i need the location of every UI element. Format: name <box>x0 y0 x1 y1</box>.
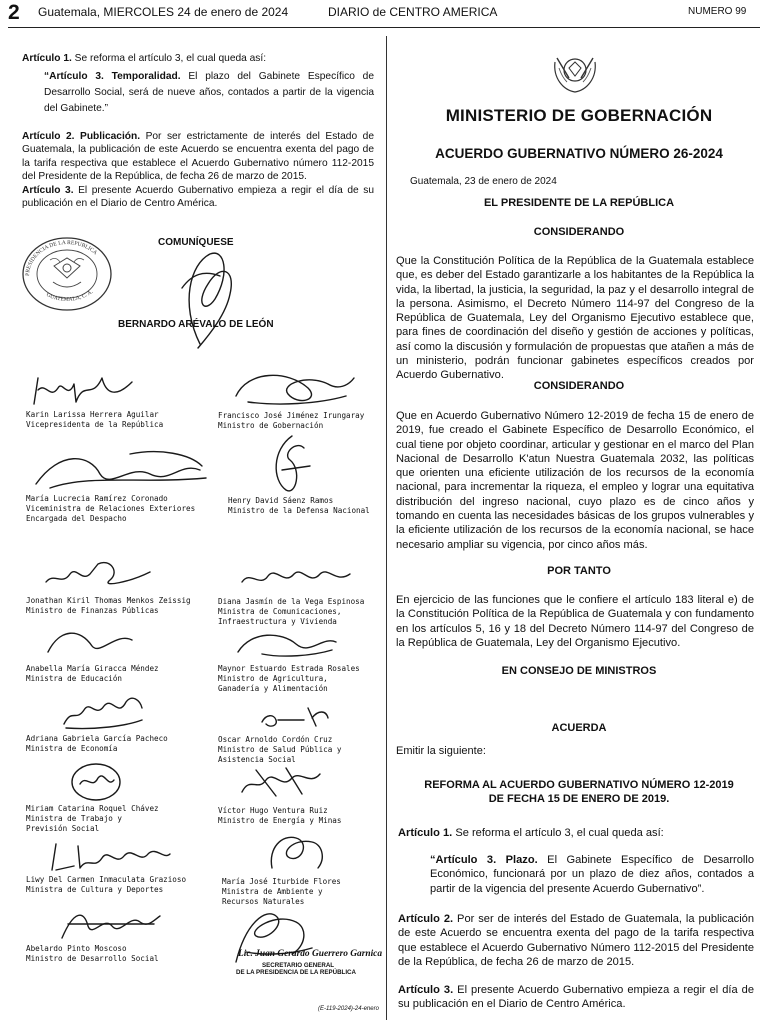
por-tanto-text: En ejercicio de las funciones que le confiere el artículo 183 literal e) de la Constitución Política de la República de Guatemala y con fundamento en los artículos 5, 16 y 18 del Decreto Número 114-97 del Congreso de la República de Guatemala, Ley del Organismo Ejecutivo. <box>396 594 754 649</box>
secretary-title: SECRETARIO GENERAL <box>262 962 335 969</box>
left-article-3 <box>22 184 374 211</box>
signatory-title-2: Previsión Social <box>26 824 100 833</box>
left-article-1-quote <box>44 69 374 118</box>
page-number: 2 <box>8 1 20 24</box>
signatory-name: Henry David Sáenz Ramos <box>228 496 334 505</box>
signatory-title: Ministro de Agricultura, <box>218 674 328 683</box>
guatemala-coat-of-arms-icon <box>549 48 601 96</box>
signatory-title: Viceministra de Relaciones Exteriores <box>26 504 196 513</box>
considerando-1-heading: CONSIDERANDO <box>533 226 625 238</box>
signatory-title-2: Infraestructura y Vivienda <box>218 617 337 626</box>
signature-menkos <box>40 552 160 596</box>
right-art1-quote-text: El Gabinete Específico de Desarrollo Económico, funcionará por un plazo de diez años, contados a partir de la vigencia del presente Acuerdo Gubernativo”. <box>430 854 754 895</box>
right-article-1-quote <box>430 853 754 896</box>
signature-vega <box>236 560 356 596</box>
signatory-name: Oscar Arnoldo Cordón Cruz <box>218 735 333 744</box>
right-art2-text: Por ser de interés del Estado de Guatemala, la publicación de este Acuerdo se encuentra exenta del pago de la tarifa respectiva que establece el Acuerdo Gubernativo Número 112-2015 del Presidente de la República, de fecha 26 de marzo de 2015. <box>398 913 754 968</box>
signature-pinto <box>54 904 164 946</box>
considerando-2-heading: CONSIDERANDO <box>533 380 625 392</box>
publication-name: DIARIO de CENTRO AMERICA <box>328 5 498 19</box>
issue-number: NUMERO 99 <box>688 6 747 17</box>
svg-text:GUATEMALA, C. A. <box>45 289 94 303</box>
signatory-title: Ministro de la Defensa Nacional <box>228 506 370 515</box>
left-art1-quote-label: “Artículo 3. Temporalidad. <box>44 71 181 82</box>
considerando-1-text: Que la Constitución Política de la República de la Guatemala establece que, es deber del Estado garantizarle a los habitantes de la República la vida, la libertad, la justicia, la seguridad, la paz y el desarrollo integral de la persona. Asimismo, el Decreto Número 114-97 del Congreso de la República de Guatemala, Ley del Organismo Ejecutivo establece que, para fines de coordinación del diseño y gestión de acciones y políticas, así como la discusión y formulación de propuestas que atañen a más de un ministerio, podrán funcionar gabinetes específicos creados por Acuerdo Gubernativo. <box>396 255 754 382</box>
consejo-heading: EN CONSEJO DE MINISTROS <box>501 665 657 677</box>
signature-estrada <box>232 624 342 662</box>
signature-giracca <box>40 622 140 662</box>
reforma-title-2: DE FECHA 15 DE ENERO DE 2019. <box>488 793 670 805</box>
signatory-name: Francisco José Jiménez Irungaray <box>218 411 365 420</box>
right-article-2 <box>398 912 754 969</box>
presidency-seal <box>20 236 114 312</box>
signatory-title-2: Recursos Naturales <box>222 897 305 906</box>
right-art1-quote-label: “Artículo 3. Plazo. <box>430 854 538 866</box>
signatory-title: Ministra de Economía <box>26 744 118 753</box>
signature-roquel <box>66 758 126 804</box>
signature-grazioso <box>44 836 174 880</box>
signatory-name: Diana Jasmín de la Vega Espinosa <box>218 597 365 606</box>
column-divider <box>386 36 387 1020</box>
right-art3-text: El presente Acuerdo Gubernativo empieza a regir el día de su publicación en el Diario de Centro América. <box>398 984 754 1011</box>
left-art2-text: Por ser estrictamente de interés del Estado de Guatemala, la publicación de este Acuerdo se encuentra exenta del pago de la tarifa respectiva que establece el Acuerdo Gubernativo número 112-2015 del Presidente de la República, de fecha 26 de marzo de 2015. <box>22 131 374 183</box>
signatory-title: Vicepresidenta de la República <box>26 420 164 429</box>
signature-iturbide <box>262 828 332 878</box>
right-article-3 <box>398 983 754 1012</box>
secretary-title-2: DE LA PRESIDENCIA DE LA REPÚBLICA <box>236 969 356 976</box>
signatory-title: Ministro de Gobernación <box>218 421 324 430</box>
secretary-name: Lic. Juan Gerardo Guerrero Garnica <box>238 949 383 959</box>
reforma-title: REFORMA AL ACUERDO GUBERNATIVO NÚMERO 12-2019 <box>424 779 734 791</box>
president-heading: EL PRESIDENTE DE LA REPÚBLICA <box>483 197 675 209</box>
left-article-1 <box>22 52 374 65</box>
signature-jimenez <box>228 366 358 412</box>
left-art3-text: El presente Acuerdo Gubernativo empieza a regir el día de su publicación en el Diario de Centro América. <box>22 185 374 210</box>
signatory-name: Maynor Estuardo Estrada Rosales <box>218 664 360 673</box>
svg-text:PRESIDENCIA DE LA REPUBLICA <box>25 240 98 276</box>
signatory-title: Ministro de Energía y Minas <box>218 816 342 825</box>
signatory-name: Adriana Gabriela García Pacheco <box>26 734 168 743</box>
comuniquese-label: COMUNÍQUESE <box>158 237 234 248</box>
signatory-title: Ministro de Desarrollo Social <box>26 954 159 963</box>
signatory-title: Ministra de Ambiente y <box>222 887 323 896</box>
signature-ramirez <box>30 444 210 500</box>
emitir-text: Emitir la siguiente: <box>396 745 486 757</box>
signatory-name: María Lucrecia Ramírez Coronado <box>26 494 168 503</box>
header-rule <box>8 27 760 28</box>
signatory-name: Miriam Catarina Roquel Chávez <box>26 804 159 813</box>
president-name: BERNARDO ARÉVALO DE LEÓN <box>118 319 274 330</box>
signature-ventura <box>236 762 326 802</box>
left-article-2 <box>22 130 374 184</box>
signatory-name: Abelardo Pinto Moscoso <box>26 944 127 953</box>
place-date: Guatemala, 23 de enero de 2024 <box>410 176 557 187</box>
ministry-title: MINISTERIO DE GOBERNACIÓN <box>445 106 713 125</box>
signatory-title: Ministro de Finanzas Públicas <box>26 606 159 615</box>
signatory-name: Anabella María Giracca Méndez <box>26 664 159 673</box>
por-tanto-heading: POR TANTO <box>547 565 611 577</box>
right-article-1 <box>398 826 754 840</box>
signatory-title: Ministra de Comunicaciones, <box>218 607 342 616</box>
signature-saenz <box>252 430 322 500</box>
signatory-title-2: Ganadería y Alimentación <box>218 684 328 693</box>
footer-code: (E-119-2024)-24-enero <box>318 1006 379 1012</box>
signatory-name: Karin Larissa Herrera Aguilar <box>26 410 159 419</box>
seal-text-bottom: GUATEMALA, C. A. <box>45 289 95 303</box>
signatory-name: María José Iturbide Flores <box>222 877 341 886</box>
acuerdo-title: ACUERDO GUBERNATIVO NÚMERO 26-2024 <box>435 146 723 161</box>
signatory-title-2: Encargada del Despacho <box>26 514 127 523</box>
left-art1-label: Artículo 1. <box>22 53 72 64</box>
right-art2-label: Artículo 2. <box>398 913 454 925</box>
right-art1-label: Artículo 1. <box>398 827 453 839</box>
signature-cordon <box>256 700 336 730</box>
left-art1-quote-text: El plazo del Gabinete Específico de Desarrollo Social, será de nueve años, contados a partir de la vigencia del Gabinete.” <box>44 71 375 115</box>
signature-garcia <box>56 688 146 734</box>
signatory-name: Víctor Hugo Ventura Ruiz <box>218 806 328 815</box>
seal-text-top: PRESIDENCIA DE LA REPUBLICA <box>24 239 99 277</box>
signatory-title: Ministra de Educación <box>26 674 123 683</box>
considerando-2-text: Que en Acuerdo Gubernativo Número 12-2019 de fecha 15 de enero de 2019, fue creado el Gabinete Específico de Desarrollo Económico, el cual tiene por objeto coordinar, articular y gestionar en el marco del Plan Nacional de Desarrollo K'atun Nuestra Guatemala 2032, las políticas que orienten una eficiente utilización de los recursos de la economía nacional, para incrementar la riqueza, el empleo y lograr una equitativa distribución del ingreso nacional, cuyo plazo es de cinco años y tomando en cuenta las necesidades básicas de los grupos vulnerables y la eficiente utilización de los recursos de la economía nacional, se hace necesario ampliar su vigencia, por cinco años más. <box>396 410 754 551</box>
signatory-title: Ministra de Cultura y Deportes <box>26 885 164 894</box>
signatory-name: Liwy Del Carmen Inmaculata Grazioso <box>26 875 187 884</box>
signatory-title-2: Asistencia Social <box>218 755 296 764</box>
right-art3-label: Artículo 3. <box>398 984 454 996</box>
header-date: Guatemala, MIERCOLES 24 de enero de 2024 <box>38 5 289 19</box>
left-art1-text: Se reforma el artículo 3, el cual queda así: <box>71 53 267 64</box>
president-signature <box>170 244 250 354</box>
right-art1-text: Se reforma el artículo 3, el cual queda así: <box>452 827 664 839</box>
left-art2-label: Artículo 2. Publicación. <box>22 131 141 142</box>
signatory-title: Ministro de Salud Pública y <box>218 745 342 754</box>
signatory-name: Jonathan Kiril Thomas Menkos Zeissig <box>26 596 191 605</box>
signatory-title: Ministra de Trabajo y <box>26 814 123 823</box>
signature-herrera <box>28 370 138 410</box>
acuerda-heading: ACUERDA <box>551 722 607 734</box>
left-art3-label: Artículo 3. <box>22 185 74 196</box>
